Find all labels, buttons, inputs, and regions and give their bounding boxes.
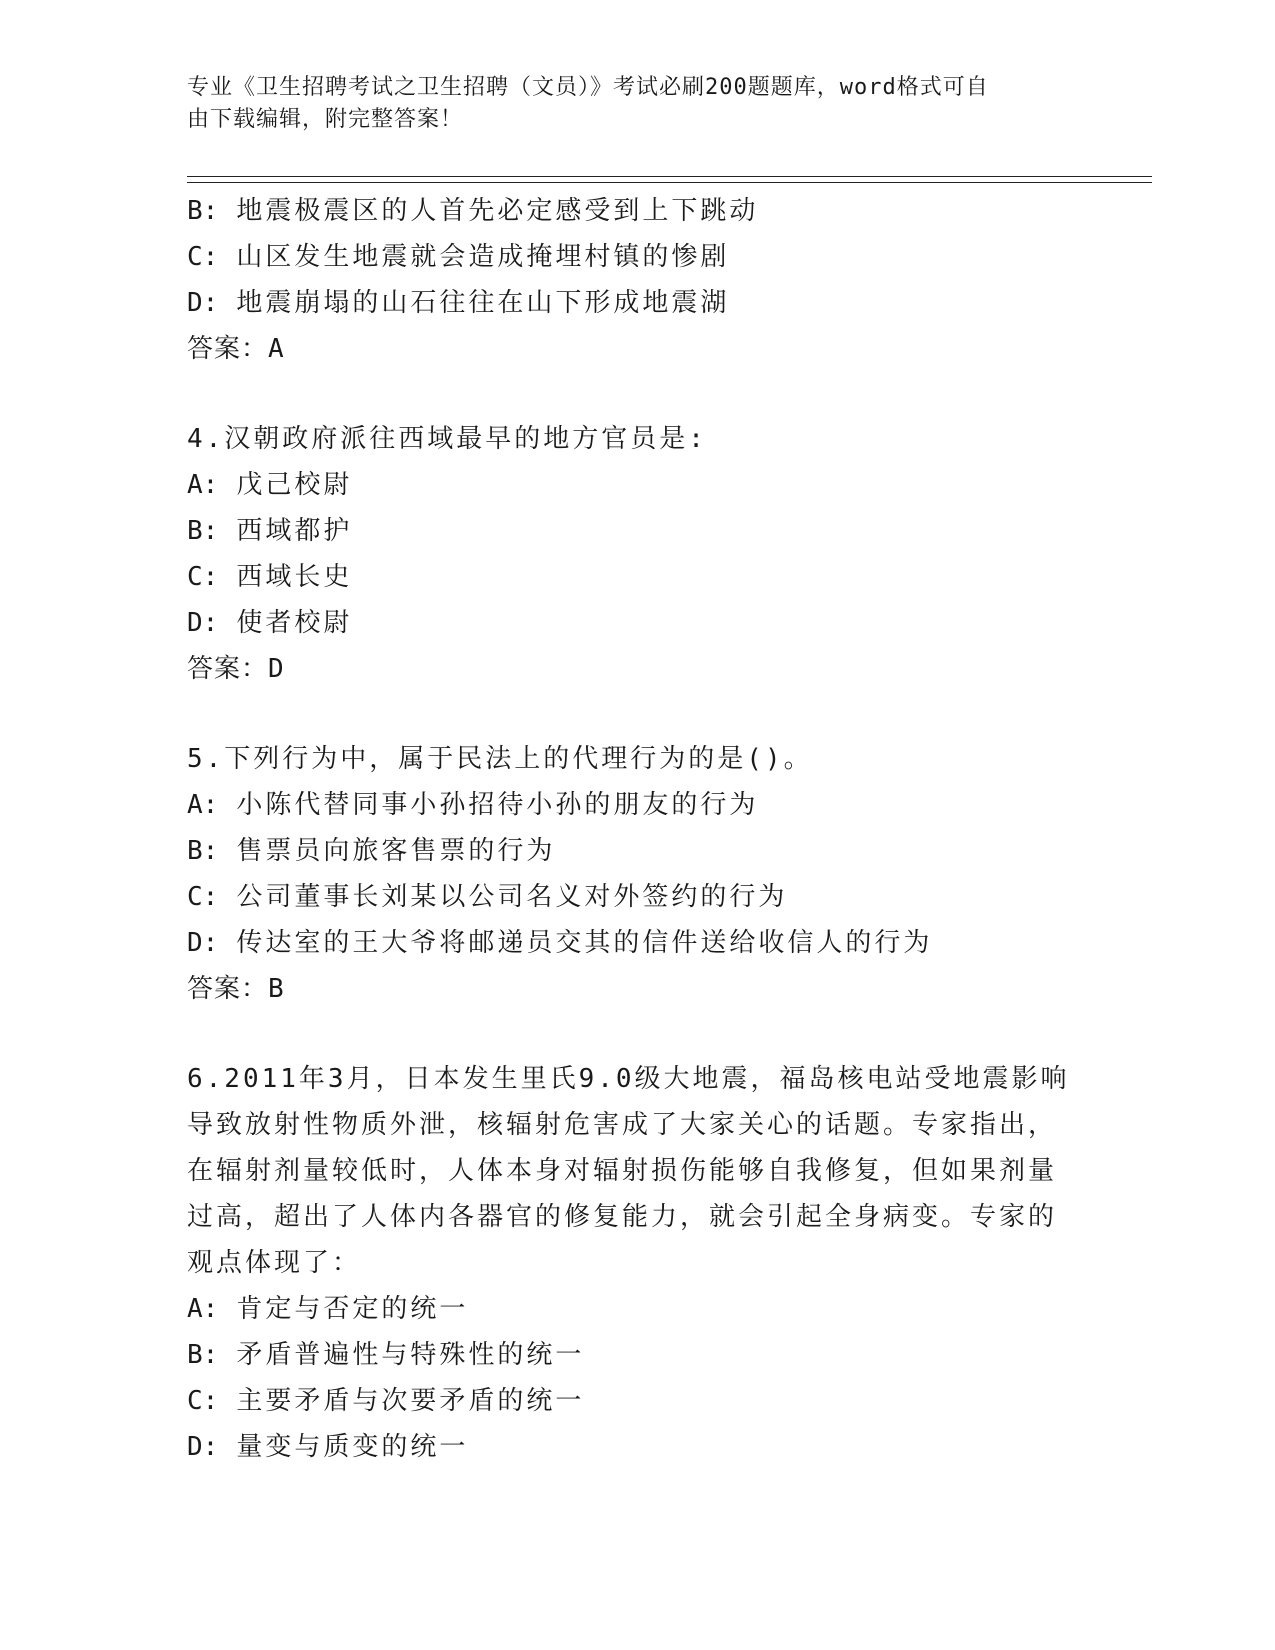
question-stem-line: 过高，超出了人体内各器官的修复能力，就会引起全身病变。专家的: [187, 1202, 1058, 1232]
question-3-partial: [187, 188, 1087, 372]
question-stem-line: 导致放射性物质外泄，核辐射危害成了大家关心的话题。专家指出，: [187, 1110, 1058, 1140]
answer: 答案：A: [187, 334, 285, 364]
question-stem-line: 6.2011年3月，日本发生里氏9.0级大地震，福岛核电站受地震影响: [187, 1064, 1070, 1094]
question-stem-line: 在辐射剂量较低时，人体本身对辐射损伤能够自我修复，但如果剂量: [187, 1156, 1058, 1186]
option-c: C: 主要矛盾与次要矛盾的统一: [187, 1386, 585, 1416]
answer: 答案：D: [187, 654, 285, 684]
option-d: D: 地震崩塌的山石往往在山下形成地震湖: [187, 288, 730, 318]
header-divider-top: [187, 176, 1152, 177]
question-stem: 5.下列行为中，属于民法上的代理行为的是()。: [187, 744, 813, 774]
question-5: [187, 736, 1087, 1012]
option-b: B: 售票员向旅客售票的行为: [187, 836, 556, 866]
question-4: [187, 416, 1087, 692]
option-c: C: 山区发生地震就会造成掩埋村镇的惨剧: [187, 242, 730, 272]
option-b: B: 西域都护: [187, 516, 353, 546]
option-a: A: 戊己校尉: [187, 470, 353, 500]
answer: 答案：B: [187, 974, 285, 1004]
question-list: [187, 188, 1087, 1470]
option-d: D: 量变与质变的统一: [187, 1432, 469, 1462]
option-a: A: 小陈代替同事小孙招待小孙的朋友的行为: [187, 790, 759, 820]
header-line-1: 专业《卫生招聘考试之卫生招聘（文员）》考试必刷200题题库，word格式可自: [187, 75, 989, 100]
header-divider-bottom: [187, 182, 1152, 183]
question-6: [187, 1056, 1087, 1470]
option-b: B: 矛盾普遍性与特殊性的统一: [187, 1340, 585, 1370]
question-stem-line: 观点体现了：: [187, 1248, 362, 1278]
option-d: D: 使者校尉: [187, 608, 353, 638]
option-a: A: 肯定与否定的统一: [187, 1294, 469, 1324]
option-c: C: 公司董事长刘某以公司名义对外签约的行为: [187, 882, 788, 912]
document-header: [187, 72, 1067, 136]
question-stem: 4.汉朝政府派往西域最早的地方官员是:: [187, 424, 707, 454]
option-b: B: 地震极震区的人首先必定感受到上下跳动: [187, 196, 759, 226]
header-line-2: 由下载编辑，附完整答案！: [187, 107, 464, 132]
option-d: D: 传达室的王大爷将邮递员交其的信件送给收信人的行为: [187, 928, 933, 958]
option-c: C: 西域长史: [187, 562, 353, 592]
